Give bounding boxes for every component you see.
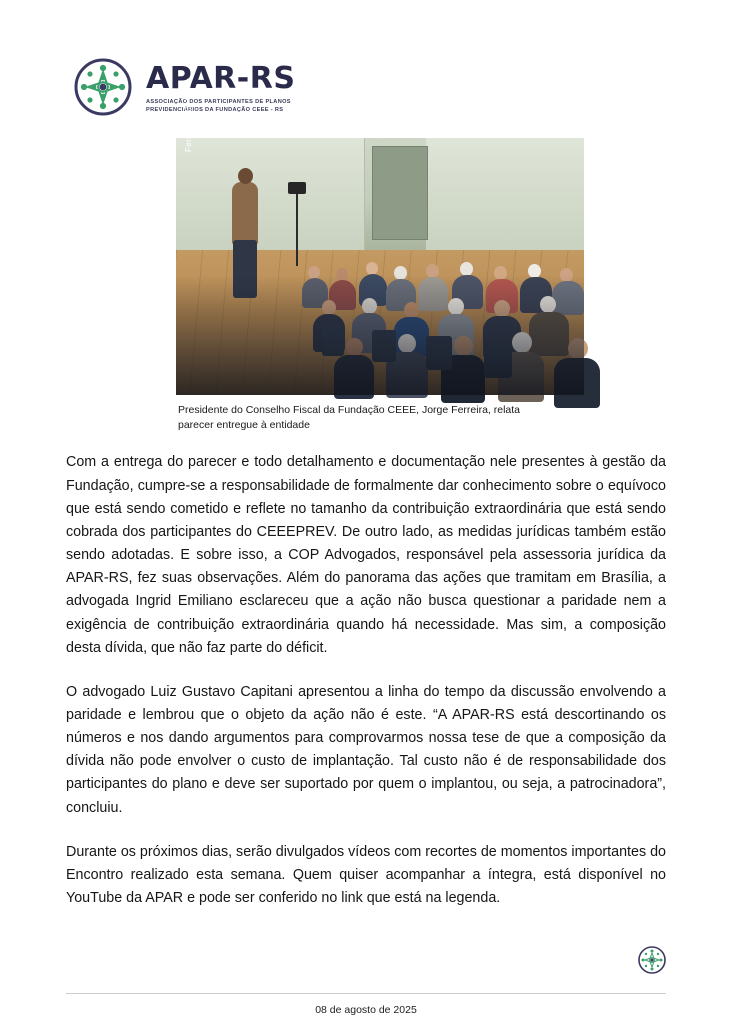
brand-name: APAR-RS bbox=[146, 60, 296, 96]
paragraph-2: O advogado Luiz Gustavo Capitani apresentou a linha do tempo da discussão envolvendo a paridade e lembrou que o objeto da ação não é este. “A APAR-RS está descortinando os números e nos dando argumentos para comprovarmos nossa tese de que a composição da dívida não pode envolver o custo de implantação. Tal custo não é de responsabilidade dos participantes do plano e deve ser suportado por quem o implantou, ou seja, a patrocinadora”, concluiu. bbox=[66, 683, 666, 816]
brand-lockup bbox=[146, 62, 295, 113]
brand-subtitle-line1: ASSOCIAÇÃO DOS PARTICIPANTES DE PLANOS bbox=[146, 98, 291, 105]
footer-divider bbox=[66, 993, 666, 994]
footer-date: 08 de agosto de 2025 bbox=[315, 1004, 417, 1016]
footer-apar-compass-icon bbox=[638, 946, 666, 974]
document-header bbox=[66, 0, 666, 116]
photo-credit: Fernando C. Vieira bbox=[184, 77, 193, 152]
speaker-head bbox=[238, 168, 253, 184]
paragraph-1: Com a entrega do parecer e todo detalhamento e documentação nele presentes à gestão da Fundação, cumpre-se a responsabilidade de formalmente dar conhecimento sobre o equívoco que está sendo cometido e reflete no tamanho da contribuição extraordinária que está sendo cobrada dos participantes do CEEEPREV. De outro lado, as medidas jurídicas também estão sendo adotadas. E sobre isso, a COP Advogados, responsável pela assessoria jurídica da APAR-RS, fez suas observações. Além do panorama das ações que tramitam em Brasília, a advogada Ingrid Emiliano esclareceu que a ação não busca questionar a paridade nem a exigência de contribuição extraordinária quando há necessidade. Mas sim, a composição desta dívida, que não faz parte do déficit. bbox=[66, 454, 666, 656]
paragraph-3: Durante os próximos dias, serão divulgados vídeos com recortes de momentos importantes do Encontro realizado esta semana. Quem quiser acompanhar a íntegra, está disponível no YouTube da APAR e pode ser conferido no link que está na legenda. bbox=[66, 843, 666, 907]
photo-vignette bbox=[176, 275, 584, 395]
figure-caption: Presidente do Conselho Fiscal da Fundação CEEE, Jorge Ferreira, relata parecer entregue à entidade bbox=[178, 404, 521, 432]
article-body bbox=[66, 451, 666, 910]
brand-subtitle-line2: PREVIDENCIÁRIOS DA FUNDAÇÃO CEEE - RS bbox=[146, 106, 284, 113]
apar-compass-icon bbox=[74, 58, 132, 116]
